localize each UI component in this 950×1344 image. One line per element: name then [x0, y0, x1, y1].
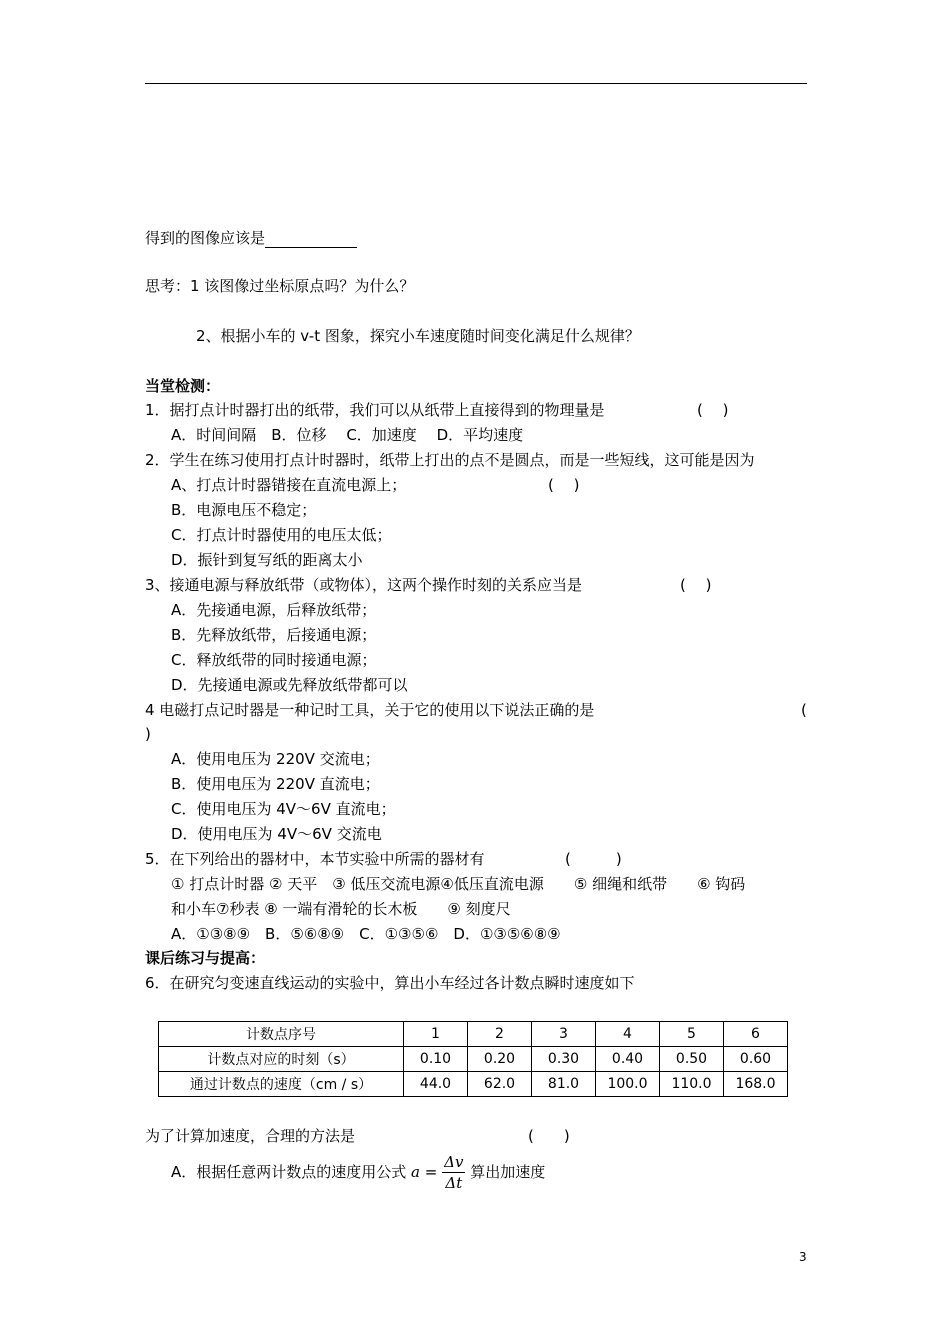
q6-option-a-prefix: A．根据任意两计数点的速度用公式 — [171, 1163, 407, 1181]
q4-option-d: D．使用电压为 4V～6V 交流电 — [171, 825, 382, 843]
q5-options: A．①③⑧⑨ B．⑤⑥⑧⑨ C．①③⑤⑥ D．①③⑤⑥⑧⑨ — [171, 925, 561, 943]
q4-paren-open: ( — [801, 701, 807, 719]
formula-variable-a: a — [411, 1163, 420, 1181]
graph-question-text: 得到的图像应该是 — [145, 229, 266, 247]
table-cell: 1 — [404, 1022, 468, 1047]
q2-stem: 2．学生在练习使用打点计时器时，纸带上打出的点不是圆点，而是一些短线，这可能是因为 — [145, 451, 755, 469]
table-cell: 计数点对应的时刻（s） — [159, 1047, 404, 1072]
graph-question-line — [145, 228, 357, 248]
q1-answer-paren: ( ) — [697, 401, 729, 419]
q5-items-line-1: ① 打点计时器 ② 天平 ③ 低压交流电源④低压直流电源 ⑤ 细绳和纸带 ⑥ 钩码 — [171, 875, 746, 893]
table-cell: 44.0 — [404, 1072, 468, 1097]
table-cell: 通过计数点的速度（cm / s） — [159, 1072, 404, 1097]
acceleration-formula — [442, 1152, 465, 1193]
formula-equals: = — [424, 1163, 438, 1181]
table-cell: 0.40 — [596, 1047, 660, 1072]
table-cell: 计数点序号 — [159, 1022, 404, 1047]
table-row — [159, 1022, 788, 1047]
formula-denominator: Δt — [445, 1174, 463, 1192]
table-cell: 62.0 — [468, 1072, 532, 1097]
in-class-test-heading: 当堂检测： — [145, 377, 221, 395]
q4-option-a: A．使用电压为 220V 交流电； — [171, 750, 380, 768]
q5-answer-paren: ( ) — [565, 850, 622, 868]
q5-items-line-2: 和小车⑦秒表 ⑧ 一端有滑轮的长木板 ⑨ 刻度尺 — [171, 900, 511, 918]
table-cell: 168.0 — [724, 1072, 788, 1097]
q2-option-c: C．打点计时器使用的电压太低； — [171, 526, 392, 544]
q3-option-d: D．先接通电源或先释放纸带都可以 — [171, 676, 408, 694]
q6-answer-paren: ( ) — [528, 1127, 570, 1145]
page-number: 3 — [799, 1250, 807, 1264]
after-class-heading: 课后练习与提高： — [145, 949, 266, 967]
q2-option-a: A、打点计时器错接在直流电源上； — [171, 476, 407, 494]
table-cell: 0.20 — [468, 1047, 532, 1072]
q6-stem: 6．在研究匀变速直线运动的实验中，算出小车经过各计数点瞬时速度如下 — [145, 974, 635, 992]
q6-option-a — [171, 1150, 545, 1194]
table-cell: 100.0 — [596, 1072, 660, 1097]
table-cell: 6 — [724, 1022, 788, 1047]
q3-option-c: C．释放纸带的同时接通电源； — [171, 651, 377, 669]
q1-options: A．时间间隔 B．位移 C．加速度 D．平均速度 — [171, 426, 524, 444]
q4-option-c: C．使用电压为 4V～6V 直流电； — [171, 800, 396, 818]
q3-option-b: B．先释放纸带，后接通电源； — [171, 626, 377, 644]
q3-stem: 3、接通电源与释放纸带（或物体），这两个操作时刻的关系应当是 — [145, 576, 583, 594]
q4-paren-close: ) — [145, 725, 151, 743]
q6-option-a-suffix: 算出加速度 — [470, 1163, 546, 1181]
table-cell: 0.50 — [660, 1047, 724, 1072]
table-cell: 0.30 — [532, 1047, 596, 1072]
q2-answer-paren: ( ) — [548, 476, 580, 494]
table-cell: 0.60 — [724, 1047, 788, 1072]
q4-stem: 4 电磁打点记时器是一种记时工具，关于它的使用以下说法正确的是 — [145, 701, 595, 719]
q1-stem: 1．据打点计时器打出的纸带，我们可以从纸带上直接得到的物理量是 — [145, 401, 605, 419]
table-row — [159, 1047, 788, 1072]
table-cell: 81.0 — [532, 1072, 596, 1097]
table-cell: 3 — [532, 1022, 596, 1047]
table-cell: 0.10 — [404, 1047, 468, 1072]
q5-stem: 5．在下列给出的器材中，本节实验中所需的器材有 — [145, 850, 485, 868]
think-question-2: 2、根据小车的 v-t 图象，探究小车速度随时间变化满足什么规律？ — [196, 327, 640, 345]
q3-answer-paren: ( ) — [680, 576, 712, 594]
q4-option-b: B．使用电压为 220V 直流电； — [171, 775, 380, 793]
table-cell: 5 — [660, 1022, 724, 1047]
table-cell: 4 — [596, 1022, 660, 1047]
table-row — [159, 1072, 788, 1097]
table-cell: 2 — [468, 1022, 532, 1047]
velocity-table — [158, 1021, 788, 1097]
q2-option-d: D．振针到复写纸的距离太小 — [171, 551, 363, 569]
header-rule — [145, 83, 807, 84]
answer-blank — [265, 231, 357, 248]
q3-option-a: A．先接通电源，后释放纸带； — [171, 601, 377, 619]
q2-option-b: B．电源电压不稳定； — [171, 501, 317, 519]
think-question-1: 思考：1 该图像过坐标原点吗？为什么？ — [145, 277, 415, 295]
table-cell: 110.0 — [660, 1072, 724, 1097]
formula-numerator: Δv — [444, 1153, 464, 1171]
q6-follow-up: 为了计算加速度，合理的方法是 — [145, 1127, 356, 1145]
